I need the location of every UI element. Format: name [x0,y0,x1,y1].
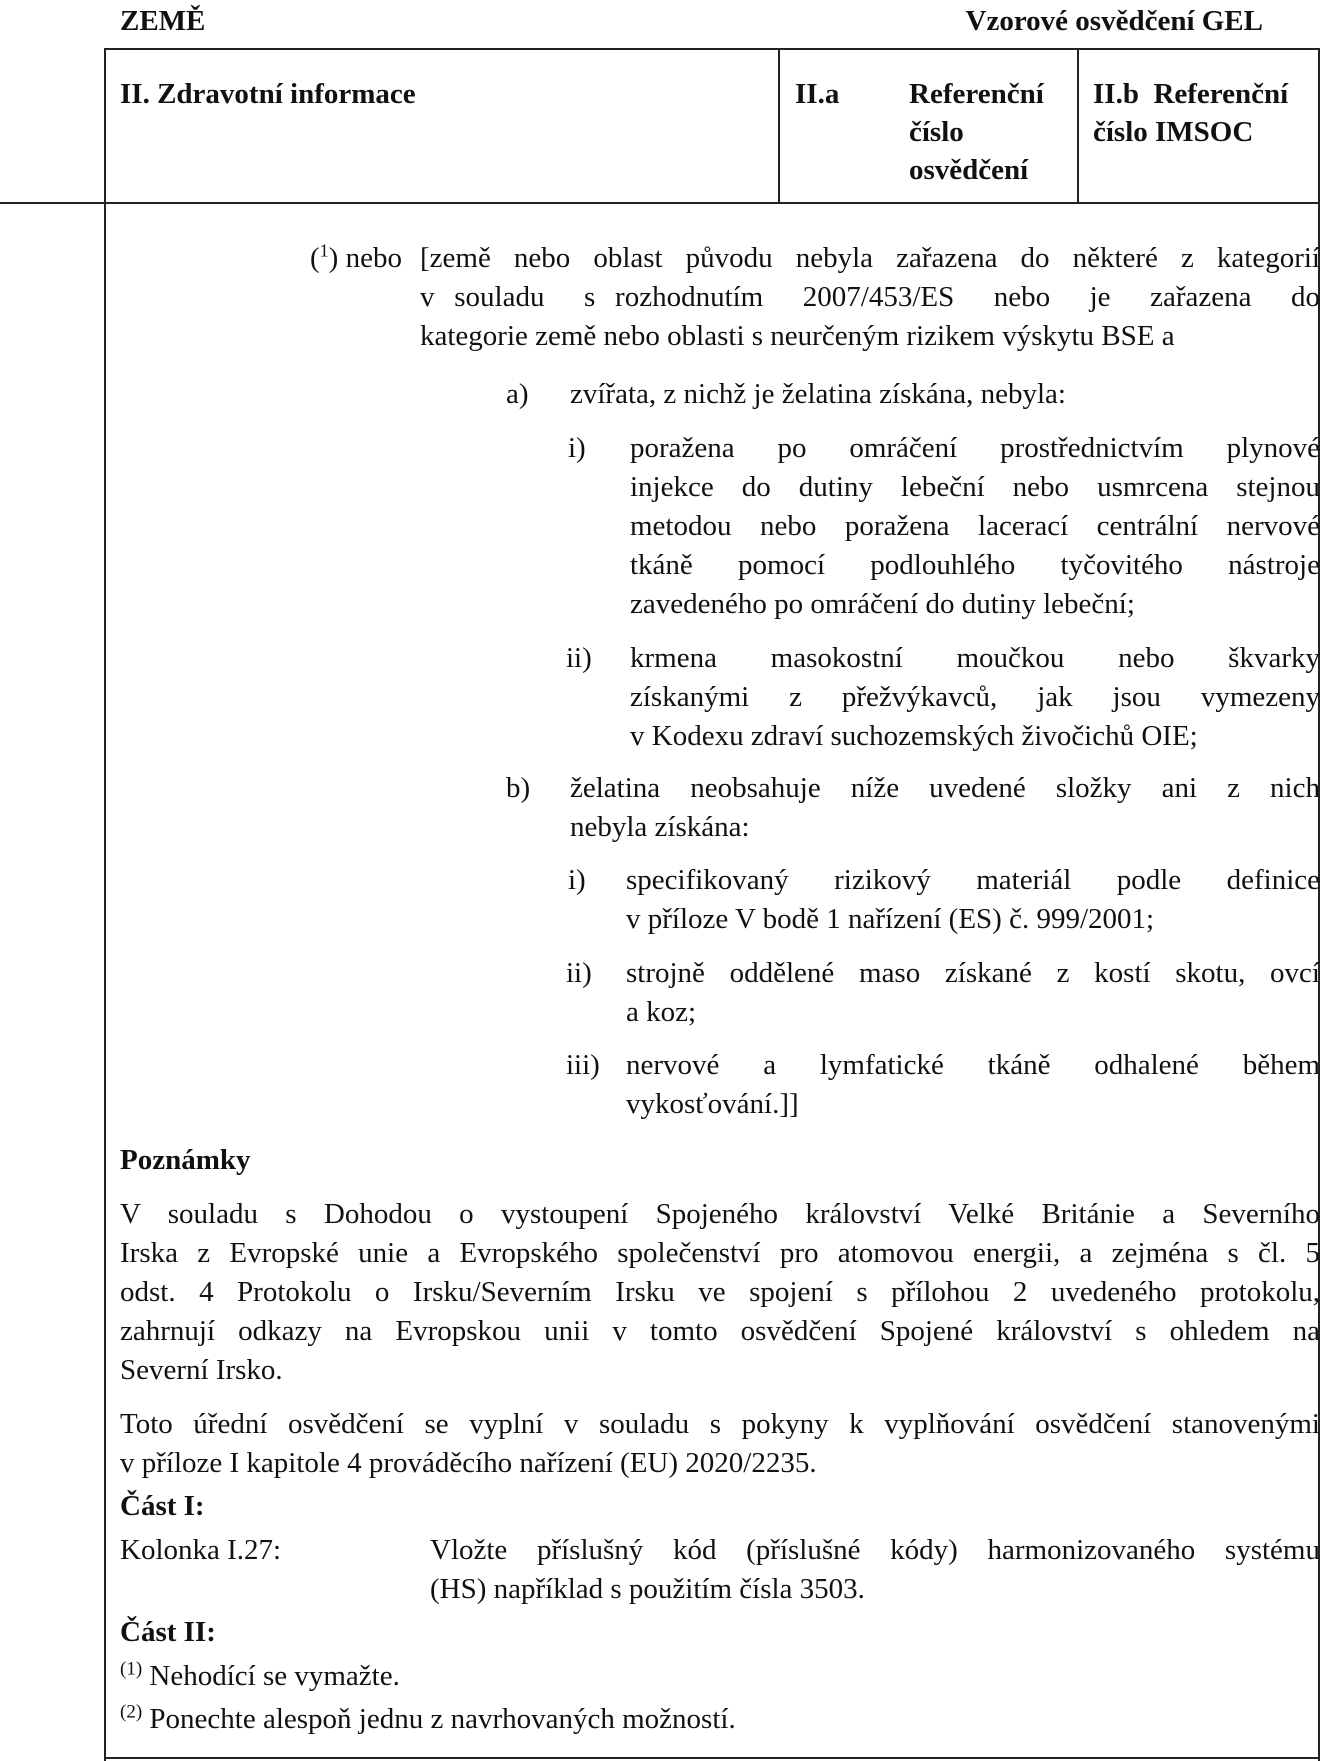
notes-para1-line-4: zahrnují odkazy na Evropskou unii v tomto osvědčení Spojené království s ohledem na [120,1315,1320,1347]
ref-cert-text-1: Referenční [909,78,1044,110]
ref-cert-label: II.a [795,78,840,110]
item-a-text: zvířata, z nichž je želatina získána, nebyla: [570,378,1066,410]
item-a-ii-line-1: krmena masokostní moučkou nebo škvarky [630,642,1320,674]
item-b-iii-label: iii) [566,1049,600,1081]
item-a-ii-line-2: získanými z přežvýkavců, jak jsou vymezeny [630,681,1320,713]
health-info-heading: II. Zdravotní informace [120,78,416,110]
item-b-line-1: želatina neobsahuje níže uvedené složky ani z nich [570,772,1320,804]
certificate-title: Vzorové osvědčení GEL [965,5,1263,37]
table-divider-1 [778,48,780,204]
item-b-i-line-2: v příloze V bodě 1 nařízení (ES) č. 999/2001; [626,903,1155,935]
footnote-1-mark: (1) [120,1658,143,1680]
part1-title: Část I: [120,1490,205,1522]
table-bottom-border [104,1757,1320,1759]
notes-para1-line-2: Irska z Evropské unie a Evropského společenství pro atomovou energii, a zejména s čl. 5 [120,1237,1320,1269]
clause-prefix [310,240,402,276]
footnote-2 [120,1701,736,1737]
item-a-ii-label: ii) [566,642,592,674]
box-text-line-2: (HS) například s použitím čísla 3503. [430,1573,865,1605]
clause-line-2: v souladu s rozhodnutím 2007/453/ES nebo je zařazena do [420,281,1320,313]
ref-imsoc-line-2: číslo IMSOC [1093,116,1254,148]
table-left-border [104,48,106,1761]
item-b-ii-line-2: a koz; [626,996,697,1028]
item-a-i-line-5: zavedeného po omráčení do dutiny lebeční; [630,588,1135,620]
clause-line-3: kategorie země nebo oblasti s neurčeným rizikem výskytu BSE a [420,320,1175,352]
clause-line-1: [země nebo oblast původu nebyla zařazena do některé z kategorií [420,242,1320,274]
item-a-i-line-1: poražena po omráčení prostřednictvím plynové [630,432,1320,464]
table-top-border [104,48,1320,50]
item-a-i-line-2: injekce do dutiny lebeční nebo usmrcena stejnou [630,471,1320,503]
box-text-line-1: Vložte příslušný kód (příslušné kódy) harmonizovaného systému [430,1534,1320,1566]
table-divider-2 [1077,48,1079,204]
item-b-i-label: i) [568,864,586,896]
footnote-2-text: Ponechte alespoň jednu z navrhovaných možností. [142,1703,736,1735]
part2-title: Část II: [120,1616,216,1648]
item-a-ii-line-3: v Kodexu zdraví suchozemských živočichů OIE; [630,720,1198,752]
box-label: Kolonka I.27: [120,1534,282,1566]
notes-para2-line-2: v příloze I kapitole 4 prováděcího nařízení (EU) 2020/2235. [120,1447,817,1479]
item-a-label: a) [506,378,529,410]
item-a-i-line-4: tkáně pomocí podlouhlého tyčovitého nástroje [630,549,1320,581]
footnote-1-text: Nehodící se vymažte. [142,1660,400,1692]
footnote-1 [120,1658,400,1694]
table-header-bottom-border [0,202,1320,204]
ref-imsoc-line-1: II.b Referenční [1093,78,1289,110]
clause-paren-close: ) nebo [328,242,402,274]
footnote-2-mark: (2) [120,1701,143,1723]
item-b-iii-line-2: vykosťování.]] [626,1088,799,1120]
item-a-i-line-3: metodou nebo poražena lacerací centrální nervové [630,510,1320,542]
notes-para1-line-1: V souladu s Dohodou o vystoupení Spojeného království Velké Británie a Severního [120,1198,1320,1230]
item-b-ii-line-1: strojně oddělené maso získané z kostí skotu, ovcí [626,957,1320,989]
notes-title: Poznámky [120,1144,251,1176]
item-b-iii-line-1: nervové a lymfatické tkáně odhalené během [626,1049,1320,1081]
item-b-i-line-1: specifikovaný rizikový materiál podle definice [626,864,1320,896]
clause-paren-open: ( [310,242,320,274]
ref-cert-text-3: osvědčení [909,154,1029,186]
notes-para1-line-5: Severní Irsko. [120,1354,283,1386]
footnote-ref-1: 1 [319,240,329,261]
notes-para1-line-3: odst. 4 Protokolu o Irsku/Severním Irsku ve spojení s přílohou 2 uvedeného protokolu, [120,1276,1320,1308]
item-b-ii-label: ii) [566,957,592,989]
ref-cert-text-2: číslo [909,116,964,148]
item-a-i-label: i) [568,432,586,464]
country-label: ZEMĚ [120,5,206,37]
item-b-label: b) [506,772,531,804]
item-b-line-2: nebyla získána: [570,811,750,843]
notes-para2-line-1: Toto úřední osvědčení se vyplní v souladu s pokyny k vyplňování osvědčení stanovenými [120,1408,1320,1440]
